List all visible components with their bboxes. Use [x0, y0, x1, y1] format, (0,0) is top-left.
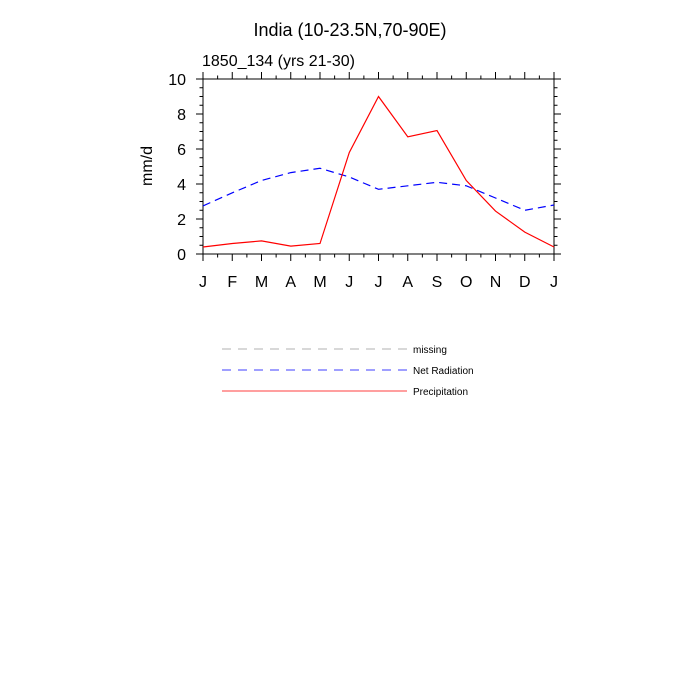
- legend-label-net-radiation: Net Radiation: [413, 366, 474, 377]
- x-tick-label: S: [431, 274, 443, 291]
- x-tick-label: A: [285, 274, 297, 291]
- x-tick-label: J: [199, 274, 207, 291]
- x-tick-label: F: [227, 274, 238, 291]
- legend-label-missing: missing: [413, 345, 447, 356]
- x-tick-label: A: [402, 274, 414, 291]
- x-tick-label: J: [550, 274, 558, 291]
- y-tick-label: 10: [168, 72, 186, 89]
- x-tick-label: M: [313, 274, 327, 291]
- x-tick-label: J: [374, 274, 383, 291]
- x-tick-label: J: [345, 274, 354, 291]
- y-tick-label: 8: [177, 107, 186, 124]
- x-tick-label: O: [460, 274, 473, 291]
- y-tick-label: 0: [177, 247, 186, 264]
- y-tick-label: 6: [177, 142, 186, 159]
- plot-area: [168, 72, 561, 291]
- x-tick-label: N: [489, 274, 502, 291]
- plot-frame: [203, 79, 554, 254]
- y-tick-label: 2: [177, 212, 186, 229]
- y-axis-label: mm/d: [139, 146, 156, 186]
- x-tick-label: D: [518, 274, 531, 291]
- legend-label-precipitation: Precipitation: [413, 387, 469, 398]
- x-tick-label: M: [254, 274, 269, 291]
- y-tick-label: 4: [177, 177, 186, 194]
- legend: [222, 345, 474, 398]
- chart-title: India (10-23.5N,70-90E): [253, 20, 447, 40]
- series-line-precipitation: [203, 97, 554, 248]
- chart-subtitle: 1850_134 (yrs 21-30): [202, 53, 355, 70]
- series-line-net-radiation: [203, 168, 554, 210]
